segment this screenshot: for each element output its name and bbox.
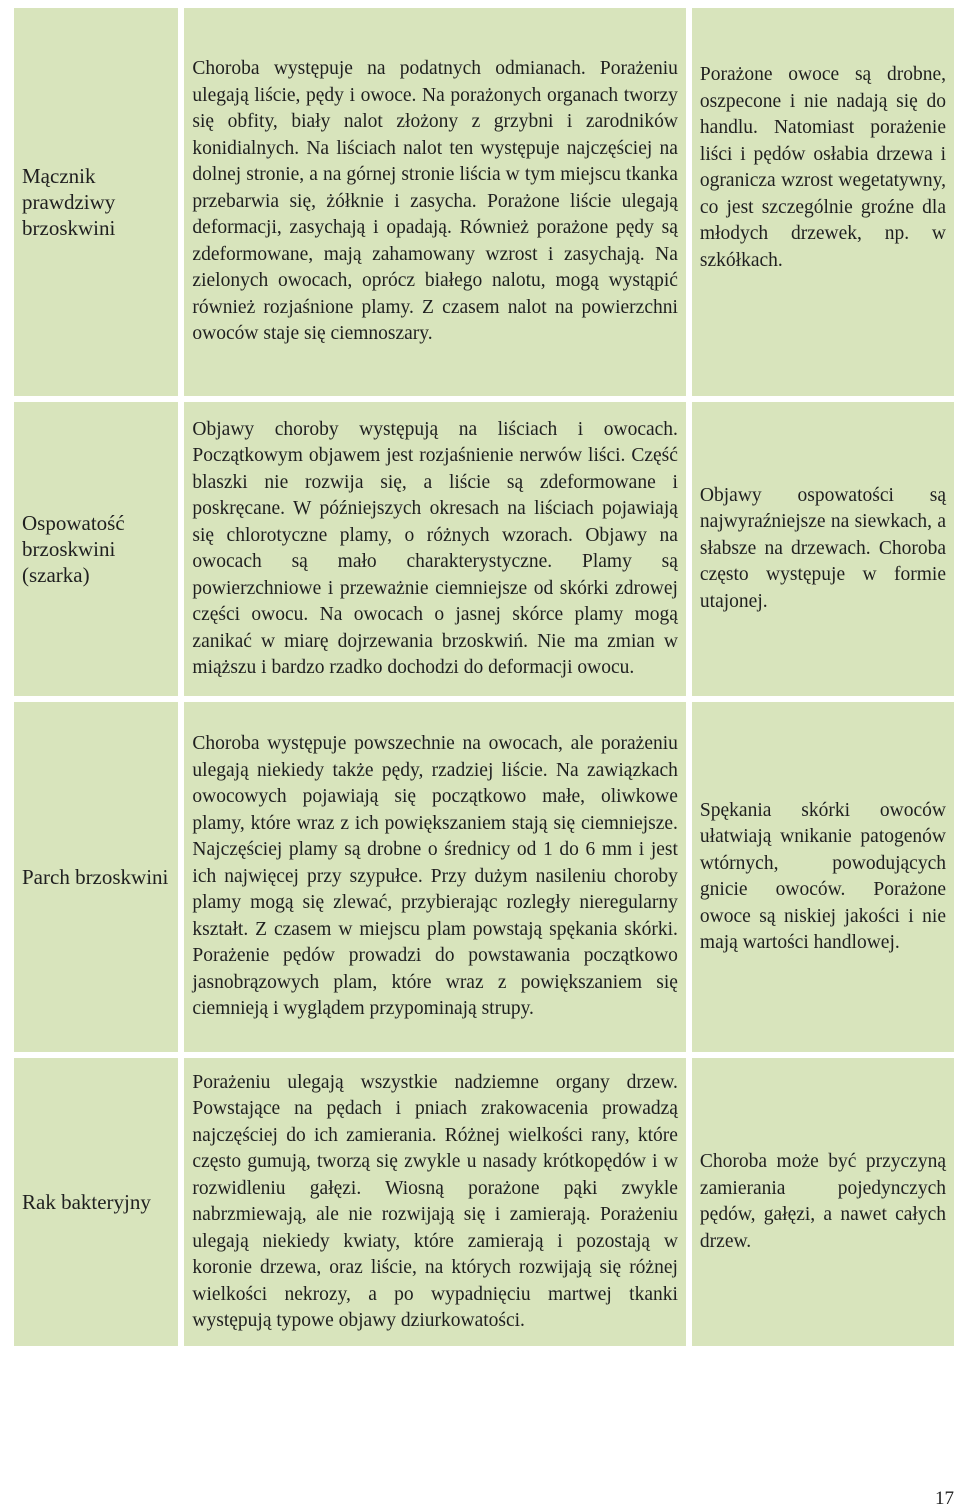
table-row <box>14 1058 954 1346</box>
disease-impact: Objawy ospowatości są najwyraźniejsze na siewkach, a słabsze na drzewach. Choroba często występuje w formie utajonej. <box>692 402 954 696</box>
table-row <box>14 402 954 696</box>
disease-name: Rak bakteryjny <box>14 1058 178 1346</box>
disease-symptoms: Choroba występuje na podatnych odmianach. Porażeniu ulegają liście, pędy i owoce. Na porażonych organach tworzy się obfity, biały nalot złożony z grzybni i zarodników konidialnych. Na liściach nalot ten występuje najczęściej na dolnej stronie, a na górnej stronie liścia w tym miejscu tkanka przebarwia się, żółknie i zasycha. Porażone liście ulegają deformacji, zasychają i opadają. Również porażone pędy są zdeformowane, mają zahamowany wzrost i zasychają. Na zielonych owocach, oprócz białego nalotu, mogą wystąpić również rozjaśnione plamy. Z czasem nalot na powierzchni owoców staje się ciemnoszary. <box>184 8 686 396</box>
disease-name: Mącznik prawdziwy brzoskwini <box>14 8 178 396</box>
table-row <box>14 702 954 1052</box>
disease-symptoms: Objawy choroby występują na liściach i owocach. Początkowym objawem jest rozjaśnienie nerwów liści. Część blaszki nie rozwija się, a liście są zdeformowane i poskręcane. W późniejszych okresach na liściach pojawiają się chlorotyczne plamy, o różnych wzorach. Objawy na owocach są mało charakterystyczne. Plamy są powierzchniowe i przeważnie ciemniejsze od skórki zdrowej części owocu. Na owocach o jasnej skórce plamy mogą zanikać w miarę dojrzewania brzoskwiń. Nie ma zmian w miąższu i bardzo rzadko dochodzi do deformacji owocu. <box>184 402 686 696</box>
page-number: 17 <box>935 1488 954 1509</box>
disease-name: Parch brzoskwini <box>14 702 178 1052</box>
disease-symptoms: Choroba występuje powszechnie na owocach, ale porażeniu ulegają niekiedy także pędy, rzadziej liście. Na zawiązkach owocowych pojawiają się początkowo małe, oliwkowe plamy, które wraz z ich powiększaniem stają się ciemniejsze. Najczęściej plamy są drobne o średnicy od 1 do 6 mm i jest ich najwięcej przy szypułce. Przy dużym nasileniu choroby plamy mogą się zlewać, przybierając rozległy nieregularny kształt. Z czasem w miejscu plam powstają spękania skórki. Porażenie pędów prowadzi do powstawania początkowo jasnobrązowych plam, które wraz z powiększaniem się ciemnieją i wyglądem przypominają strupy. <box>184 702 686 1052</box>
disease-name: Ospowatość brzoskwini (szarka) <box>14 402 178 696</box>
disease-impact: Porażone owoce są drobne, oszpecone i nie nadają się do handlu. Natomiast porażenie liści i pędów osłabia drzewa i ogranicza wzrost wegetatywny, co jest szczególnie groźne dla młodych drzewek, np. w szkółkach. <box>692 8 954 396</box>
disease-impact: Spękania skórki owoców ułatwiają wnikanie patogenów wtórnych, powodujących gnicie owoców. Porażone owoce są niskiej jakości i nie mają wartości handlowej. <box>692 702 954 1052</box>
disease-symptoms: Porażeniu ulegają wszystkie nadziemne organy drzew. Powstające na pędach i pniach zrakowacenia prowadzą najczęściej do ich zamierania. Różnej wielkości rany, które często gumują, tworzą się zwykle u nasady krótkopędów i w rozwidleniu gałęzi. Wiosną porażone pąki zwykle nabrzmiewają, ale nie rozwijają się i zamierają. Porażeniu ulegają niekiedy kwiaty, które zamierają i pozostają w koronie drzewa, oraz liście, na których rozwijają się różnej wielkości nekrozy, a po wypadnięciu martwej tkanki występują typowe objawy dziurkowatości. <box>184 1058 686 1346</box>
disease-table <box>8 2 960 1352</box>
disease-impact: Choroba może być przyczyną zamierania pojedynczych pędów, gałęzi, a nawet całych drzew. <box>692 1058 954 1346</box>
table-row <box>14 8 954 396</box>
